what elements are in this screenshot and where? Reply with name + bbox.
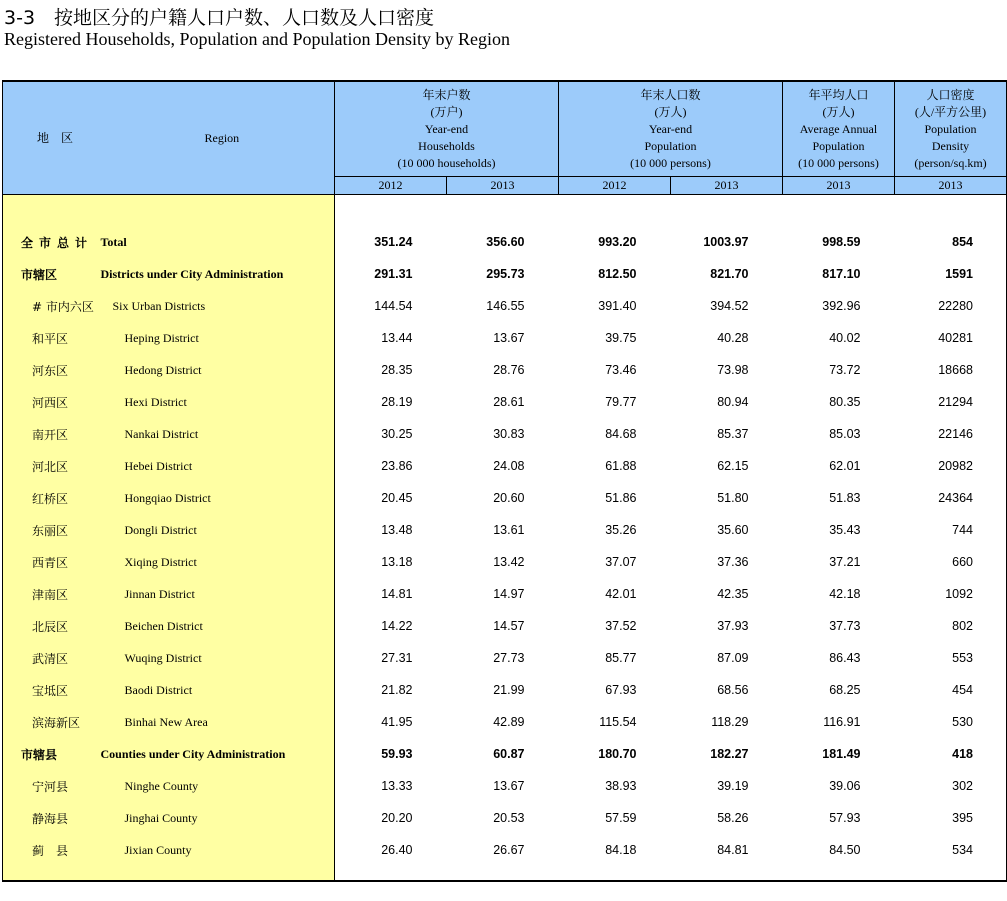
value-cell: 553 xyxy=(895,642,1007,674)
table-row xyxy=(3,610,1007,642)
region-name-chinese: 武清区 xyxy=(3,642,101,674)
value-cell: 998.59 xyxy=(822,235,861,249)
value-cell: 24.08 xyxy=(493,459,525,473)
value-cell: 13.67 xyxy=(493,331,525,345)
value-cell: 62.01 xyxy=(829,459,861,473)
value-cell: 37.21 xyxy=(829,555,861,569)
value-cell: 62.15 xyxy=(717,459,749,473)
table-row xyxy=(3,674,1007,706)
region-name-chinese: 红桥区 xyxy=(3,482,101,514)
value-cell: 39.06 xyxy=(829,779,861,793)
value-cell: 13.61 xyxy=(493,523,525,537)
table-row xyxy=(3,802,1007,834)
page-title-chinese: 3-3 按地区分的户籍人口户数、人口数及人口密度 xyxy=(4,7,435,29)
year-header: 2013 xyxy=(671,177,783,195)
region-name-english: Binhai New Area xyxy=(101,706,335,738)
value-cell: 291.31 xyxy=(374,267,413,281)
value-cell: 18668 xyxy=(895,354,1007,386)
value-cell: 295.73 xyxy=(486,267,525,281)
group-title-english-2: Population xyxy=(644,138,697,153)
group-title-english: Average Annual xyxy=(799,121,878,136)
value-cell: 73.46 xyxy=(605,363,637,377)
region-name-chinese: 东丽区 xyxy=(3,514,101,546)
value-cell: 84.68 xyxy=(605,427,637,441)
end-spacer-row xyxy=(3,866,1007,881)
region-name-english: Ninghe County xyxy=(101,770,335,802)
value-cell: 180.70 xyxy=(598,747,637,761)
page-title-english: Registered Households, Population and Population Density by Region xyxy=(4,29,510,49)
value-cell: 744 xyxy=(895,514,1007,546)
value-cell: 79.77 xyxy=(605,395,637,409)
region-name-chinese: 宁河县 xyxy=(3,770,101,802)
value-cell: 1092 xyxy=(895,578,1007,610)
value-cell: 40281 xyxy=(895,322,1007,354)
value-cell: 13.48 xyxy=(381,523,413,537)
value-cell: 21.82 xyxy=(381,683,413,697)
value-cell: 116.91 xyxy=(823,715,861,729)
value-cell: 28.61 xyxy=(493,395,525,409)
value-cell: 84.18 xyxy=(605,843,637,857)
value-cell: 27.73 xyxy=(493,651,525,665)
value-cell: 40.28 xyxy=(717,331,749,345)
value-cell: 80.35 xyxy=(829,395,861,409)
value-cell: 854 xyxy=(895,226,1007,258)
region-name-english: Districts under City Administration xyxy=(101,258,335,290)
value-cell: 13.42 xyxy=(493,555,525,569)
group-unit-chinese: (万人) xyxy=(822,104,855,119)
value-cell: 394.52 xyxy=(710,299,749,313)
population-by-region-table xyxy=(2,80,1007,882)
value-cell: 58.26 xyxy=(717,811,749,825)
value-cell: 821.70 xyxy=(710,267,749,281)
value-cell: 37.52 xyxy=(605,619,637,633)
value-cell: 351.24 xyxy=(374,235,413,249)
statistics-table-container xyxy=(2,80,1006,882)
value-cell: 38.93 xyxy=(605,779,637,793)
region-name-english: Hedong District xyxy=(101,354,335,386)
population-group-header xyxy=(559,81,783,177)
value-cell: 51.86 xyxy=(605,491,637,505)
value-cell: 24364 xyxy=(895,482,1007,514)
table-row xyxy=(3,514,1007,546)
region-name-chinese: 市辖区 xyxy=(3,258,101,290)
value-cell: 84.50 xyxy=(829,843,861,857)
value-cell: 42.18 xyxy=(829,587,861,601)
region-name-chinese: 西青区 xyxy=(3,546,101,578)
value-cell: 28.19 xyxy=(381,395,413,409)
value-cell: 68.25 xyxy=(829,683,861,697)
value-cell: 22146 xyxy=(895,418,1007,450)
table-row xyxy=(3,578,1007,610)
group-title-english-2: Density xyxy=(931,138,970,153)
value-cell: 37.07 xyxy=(605,555,637,569)
region-name-english: Beichen District xyxy=(101,610,335,642)
value-cell: 21294 xyxy=(895,386,1007,418)
spacer-row xyxy=(3,195,1007,227)
value-cell: 22280 xyxy=(895,290,1007,322)
value-cell: 13.67 xyxy=(493,779,525,793)
value-cell: 28.76 xyxy=(493,363,525,377)
value-cell: 68.56 xyxy=(717,683,749,697)
value-cell: 42.01 xyxy=(605,587,637,601)
value-cell: 37.73 xyxy=(829,619,861,633)
value-cell: 454 xyxy=(895,674,1007,706)
region-name-chinese: 全市总计 xyxy=(3,226,101,258)
value-cell: 60.87 xyxy=(493,747,525,761)
group-unit-chinese: (万人) xyxy=(654,104,687,119)
value-cell: 84.81 xyxy=(717,843,749,857)
group-unit-chinese: (万户) xyxy=(430,104,463,119)
value-cell: 37.93 xyxy=(717,619,749,633)
value-cell: 20.60 xyxy=(493,491,525,505)
table-row xyxy=(3,706,1007,738)
average-population-header xyxy=(783,81,895,177)
value-cell: 993.20 xyxy=(598,235,637,249)
table-row xyxy=(3,738,1007,770)
value-cell: 28.35 xyxy=(381,363,413,377)
year-header: 2012 xyxy=(335,177,447,195)
region-name-english: Jinnan District xyxy=(101,578,335,610)
region-name-chinese: 北辰区 xyxy=(3,610,101,642)
value-cell: 42.35 xyxy=(717,587,749,601)
value-cell: 85.37 xyxy=(717,427,749,441)
value-cell: 23.86 xyxy=(381,459,413,473)
value-cell: 660 xyxy=(895,546,1007,578)
region-name-chinese: 宝坻区 xyxy=(3,674,101,706)
value-cell: 85.77 xyxy=(605,651,637,665)
table-row xyxy=(3,770,1007,802)
value-cell: 20.45 xyxy=(381,491,413,505)
value-cell: 35.26 xyxy=(605,523,637,537)
group-title-english-2: Population xyxy=(812,138,865,153)
region-name-chinese: 河西区 xyxy=(3,386,101,418)
value-cell: 115.54 xyxy=(599,715,637,729)
value-cell: 14.22 xyxy=(381,619,413,633)
group-unit-english: (10 000 persons) xyxy=(630,155,711,170)
group-unit-english: (10 000 households) xyxy=(397,155,496,170)
region-name-english: Hexi District xyxy=(101,386,335,418)
value-cell: 40.02 xyxy=(829,331,861,345)
value-cell: 1003.97 xyxy=(703,235,749,249)
year-header: 2013 xyxy=(447,177,559,195)
value-cell: 61.88 xyxy=(605,459,637,473)
region-name-english: Six Urban Districts xyxy=(101,290,335,322)
group-title-chinese: 年末人口数 xyxy=(640,87,701,102)
value-cell: 57.59 xyxy=(605,811,637,825)
region-name-chinese: 滨海新区 xyxy=(3,706,101,738)
households-group-header xyxy=(335,81,559,177)
group-unit-english: (person/sq.km) xyxy=(914,155,987,170)
region-name-english: Nankai District xyxy=(101,418,335,450)
region-name-chinese: 河东区 xyxy=(3,354,101,386)
region-name-english: Counties under City Administration xyxy=(101,738,335,770)
region-name-chinese: 津南区 xyxy=(3,578,101,610)
region-name-english: Hongqiao District xyxy=(101,482,335,514)
value-cell: 530 xyxy=(895,706,1007,738)
year-header: 2013 xyxy=(895,177,1007,195)
region-header-chinese: 地 区 xyxy=(3,81,101,195)
value-cell: 73.98 xyxy=(717,363,749,377)
region-name-english: Hebei District xyxy=(101,450,335,482)
group-title-english: Population xyxy=(924,121,977,136)
region-header-english: Region xyxy=(101,81,335,195)
region-name-chinese: 河北区 xyxy=(3,450,101,482)
value-cell: 817.10 xyxy=(822,267,861,281)
value-cell: 87.09 xyxy=(717,651,749,665)
region-name-english: Total xyxy=(101,226,335,258)
density-header xyxy=(895,81,1007,177)
table-row xyxy=(3,450,1007,482)
region-name-english: Wuqing District xyxy=(101,642,335,674)
value-cell: 26.40 xyxy=(381,843,413,857)
value-cell: 20.20 xyxy=(381,811,413,825)
value-cell: 182.27 xyxy=(710,747,749,761)
group-title-chinese: 年平均人口 xyxy=(808,87,869,102)
table-row xyxy=(3,482,1007,514)
value-cell: 42.89 xyxy=(493,715,525,729)
value-cell: 39.19 xyxy=(717,779,749,793)
value-cell: 1591 xyxy=(895,258,1007,290)
value-cell: 35.43 xyxy=(829,523,861,537)
value-cell: 418 xyxy=(895,738,1007,770)
value-cell: 20982 xyxy=(895,450,1007,482)
value-cell: 41.95 xyxy=(381,715,413,729)
region-name-chinese: 南开区 xyxy=(3,418,101,450)
region-name-chinese: 蓟 县 xyxy=(3,834,101,866)
value-cell: 534 xyxy=(895,834,1007,866)
table-body xyxy=(3,195,1007,882)
value-cell: 13.33 xyxy=(381,779,413,793)
value-cell: 39.75 xyxy=(605,331,637,345)
region-name-chinese: 和平区 xyxy=(3,322,101,354)
value-cell: 146.55 xyxy=(486,299,525,313)
region-name-english: Xiqing District xyxy=(101,546,335,578)
value-cell: 27.31 xyxy=(381,651,413,665)
value-cell: 67.93 xyxy=(605,683,637,697)
value-cell: 30.83 xyxy=(493,427,525,441)
group-title-chinese: 人口密度 xyxy=(926,87,975,102)
region-name-chinese: # 市内六区 xyxy=(3,290,101,322)
table-row xyxy=(3,834,1007,866)
region-name-english: Baodi District xyxy=(101,674,335,706)
group-unit-chinese: (人/平方公里) xyxy=(914,104,987,119)
value-cell: 13.44 xyxy=(381,331,413,345)
value-cell: 391.40 xyxy=(598,299,637,313)
value-cell: 302 xyxy=(895,770,1007,802)
value-cell: 181.49 xyxy=(822,747,861,761)
value-cell: 14.57 xyxy=(493,619,525,633)
value-cell: 73.72 xyxy=(829,363,861,377)
region-name-chinese: 静海县 xyxy=(3,802,101,834)
value-cell: 20.53 xyxy=(493,811,525,825)
value-cell: 35.60 xyxy=(717,523,749,537)
value-cell: 21.99 xyxy=(493,683,525,697)
value-cell: 802 xyxy=(895,610,1007,642)
value-cell: 37.36 xyxy=(717,555,749,569)
region-name-chinese: 市辖县 xyxy=(3,738,101,770)
value-cell: 118.29 xyxy=(711,715,749,729)
table-header xyxy=(3,81,1007,195)
value-cell: 51.83 xyxy=(829,491,861,505)
region-name-english: Jinghai County xyxy=(101,802,335,834)
value-cell: 85.03 xyxy=(829,427,861,441)
value-cell: 356.60 xyxy=(486,235,525,249)
year-header: 2013 xyxy=(783,177,895,195)
table-row xyxy=(3,386,1007,418)
value-cell: 51.80 xyxy=(717,491,749,505)
group-title-english-2: Households xyxy=(418,138,475,153)
value-cell: 26.67 xyxy=(493,843,525,857)
group-title-english: Year-end xyxy=(424,121,469,136)
value-cell: 14.81 xyxy=(381,587,413,601)
region-name-english: Heping District xyxy=(101,322,335,354)
table-row xyxy=(3,642,1007,674)
group-title-english: Year-end xyxy=(648,121,693,136)
value-cell: 30.25 xyxy=(381,427,413,441)
value-cell: 14.97 xyxy=(493,587,525,601)
value-cell: 80.94 xyxy=(717,395,749,409)
value-cell: 86.43 xyxy=(829,651,861,665)
value-cell: 395 xyxy=(895,802,1007,834)
table-row xyxy=(3,290,1007,322)
table-row xyxy=(3,258,1007,290)
value-cell: 144.54 xyxy=(374,299,413,313)
table-row xyxy=(3,322,1007,354)
value-cell: 812.50 xyxy=(598,267,637,281)
year-header: 2012 xyxy=(559,177,671,195)
table-row xyxy=(3,418,1007,450)
region-name-english: Dongli District xyxy=(101,514,335,546)
value-cell: 57.93 xyxy=(829,811,861,825)
table-row xyxy=(3,354,1007,386)
table-row xyxy=(3,546,1007,578)
group-title-chinese: 年末户数 xyxy=(422,87,471,102)
value-cell: 59.93 xyxy=(381,747,413,761)
value-cell: 13.18 xyxy=(381,555,413,569)
group-unit-english: (10 000 persons) xyxy=(798,155,879,170)
value-cell: 392.96 xyxy=(822,299,861,313)
region-name-english: Jixian County xyxy=(101,834,335,866)
table-row xyxy=(3,226,1007,258)
